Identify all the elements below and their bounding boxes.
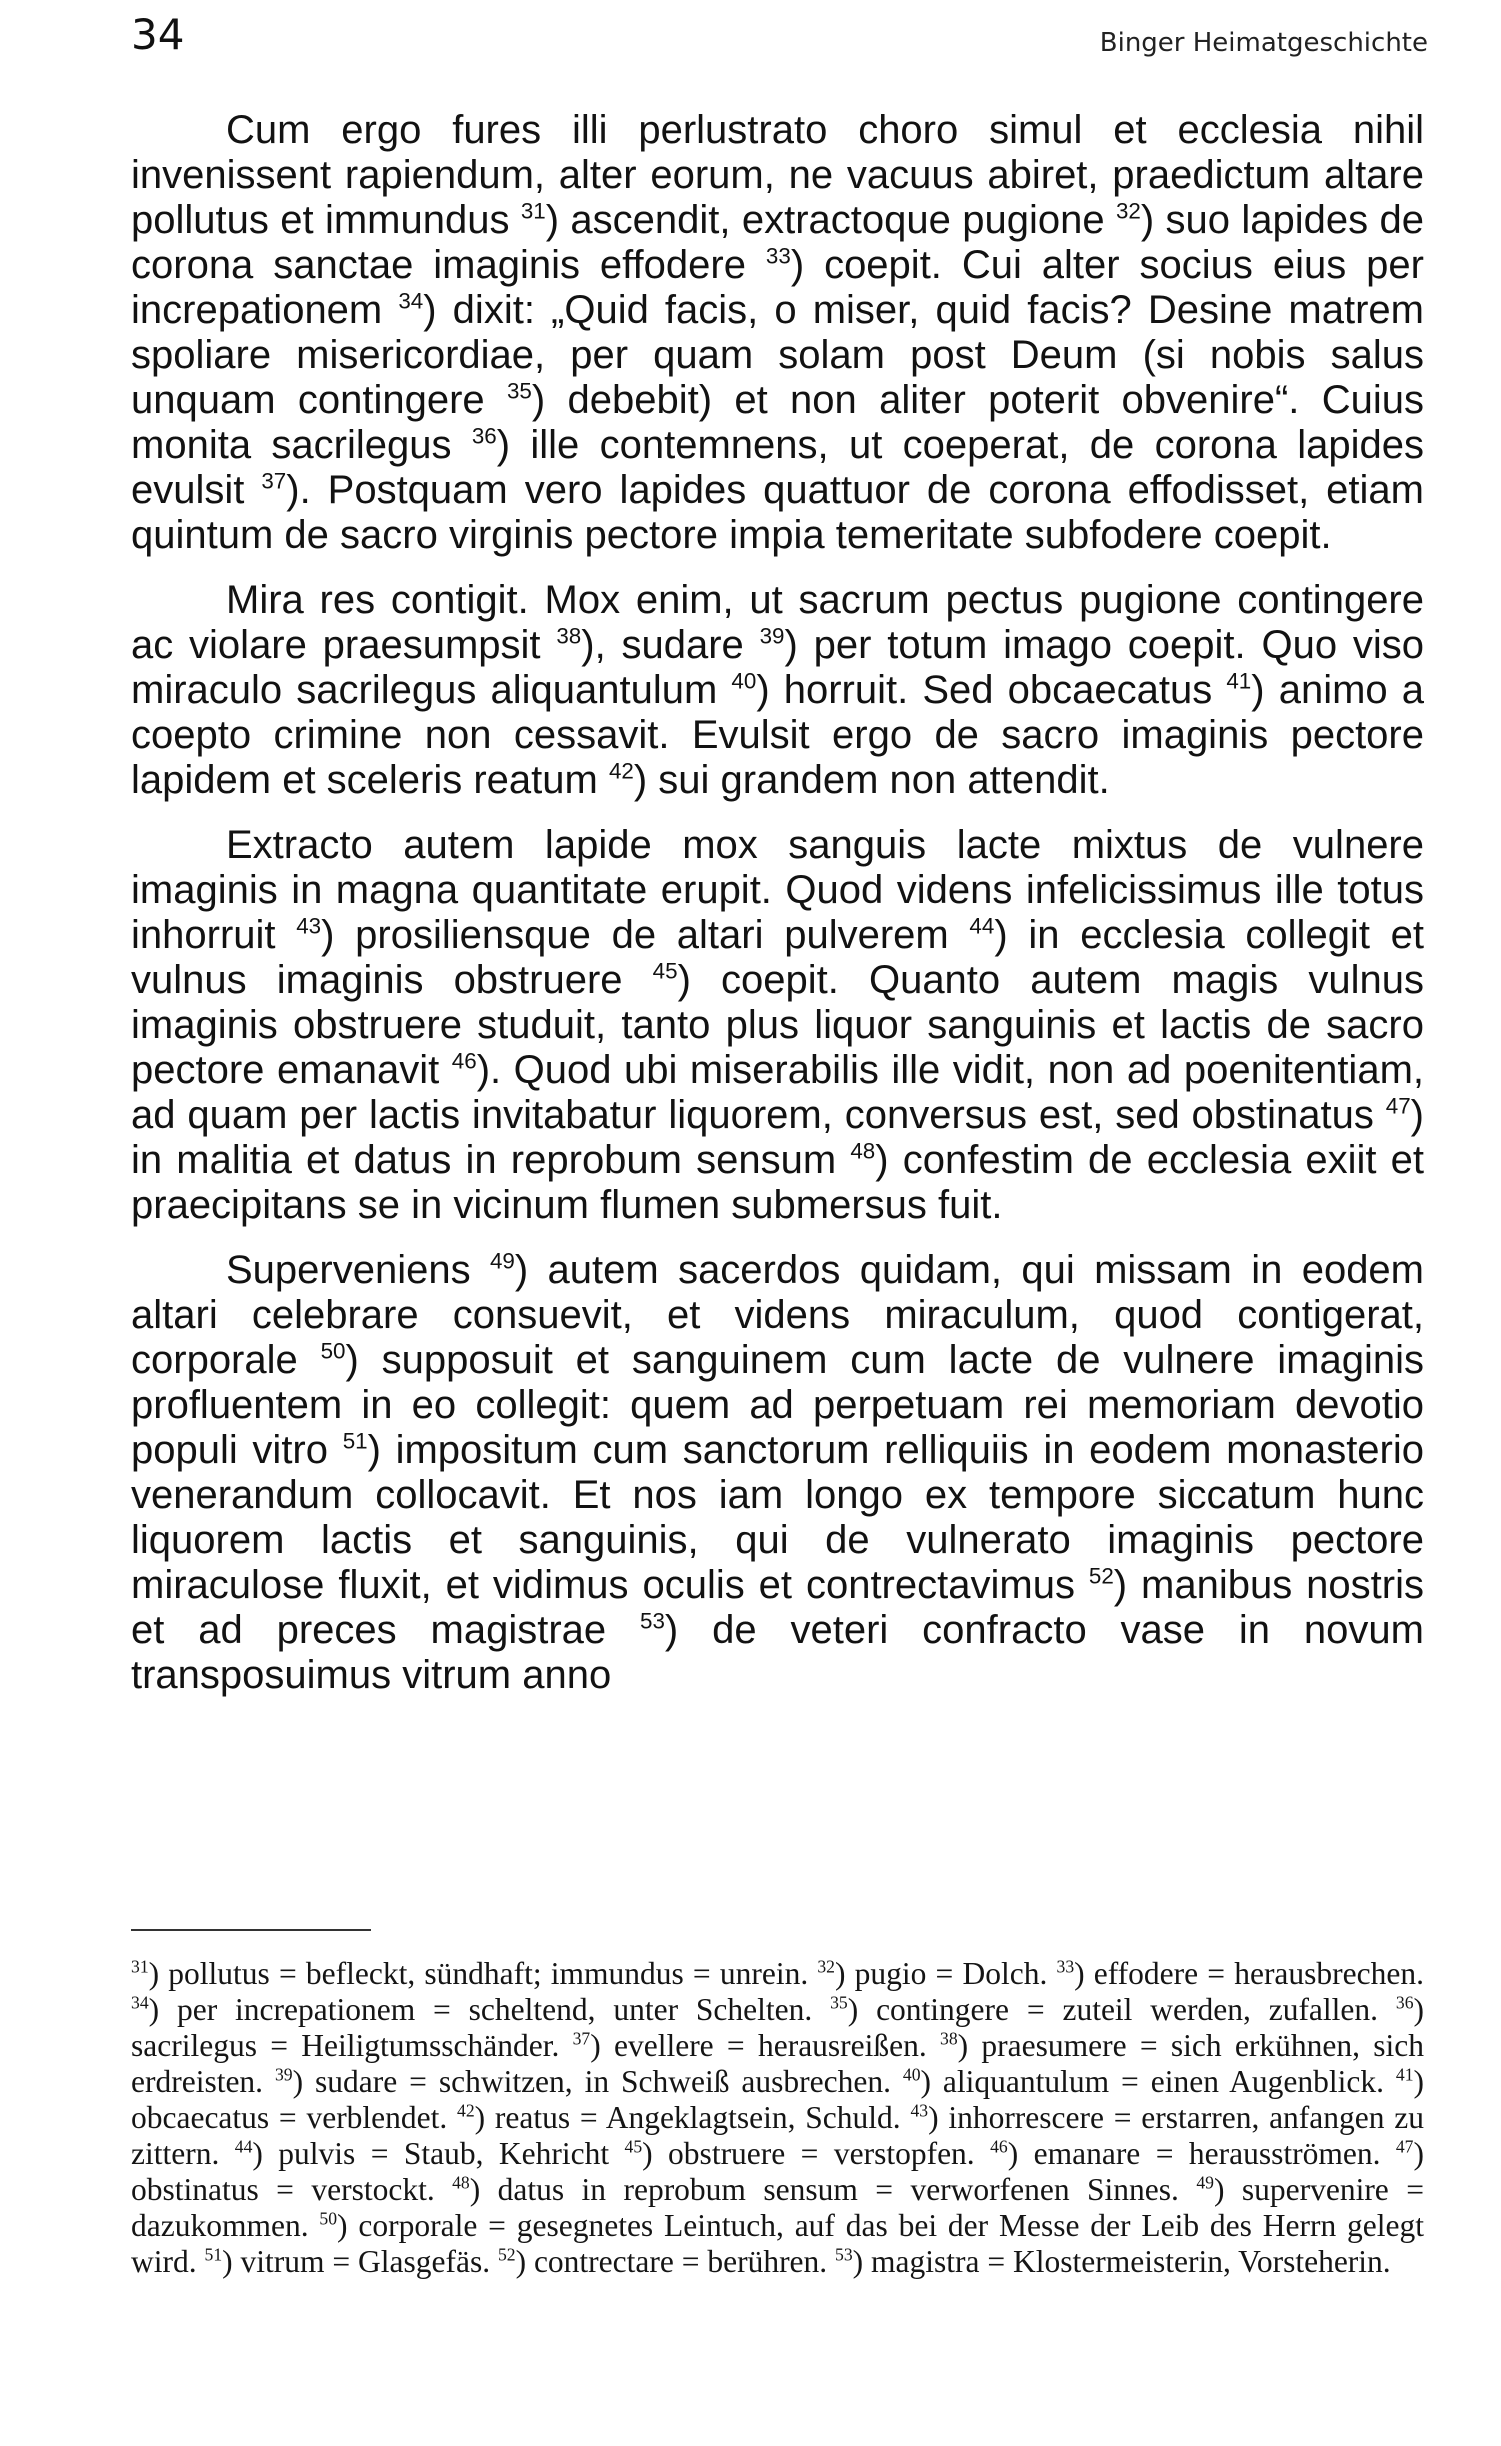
footnote-number: 40 <box>902 2064 921 2085</box>
footnote-text: ) evellere = herausreißen. <box>590 2028 941 2063</box>
text-run: ), sudare <box>581 623 760 667</box>
text-run: ) coepit. Quanto autem magis vulnus imaginis obstruere studuit, tanto plus liquor sanguinis et lactis de sacro pectore emanavit <box>131 958 1424 1092</box>
footnote-text: ) per increpationem = scheltend, unter Schelten. <box>148 1992 831 2027</box>
footnote-text: ) pulvis = Staub, Kehricht <box>252 2136 625 2171</box>
footnote-ref: 41 <box>1226 668 1252 694</box>
footnote-ref: 42 <box>608 758 634 784</box>
footnote-ref: 53 <box>640 1608 665 1634</box>
text-run: ) in ecclesia collegit et vulnus imaginis obstruere <box>131 913 1425 1002</box>
text-run: ) impositum cum sanctorum relliquiis in eodem monasterio venerandum collocavit. Et nos iam longo ex tempore siccatum hunc liquorem lactis et sanguinis, qui de vulnerato imaginis pectore miraculose fluxit, et vidimus oculis et contrectavimus <box>131 1428 1425 1607</box>
page-number: 34 <box>131 10 185 59</box>
text-run: ). Quod ubi miserabilis ille vidit, non ad poenitentiam, ad quam per lactis invitabatur liquorem, conversus est, sed obstinatus <box>131 1048 1424 1137</box>
footnote-ref: 50 <box>320 1338 346 1364</box>
footnote-ref: 51 <box>342 1428 368 1454</box>
text-run: ) de veteri confracto vase in novum transposuimus vitrum anno <box>131 1608 1424 1697</box>
text-run: ) animo a coepto crimine non cessavit. Evulsit ergo de sacro imaginis pectore lapidem et sceleris reatum <box>131 668 1425 802</box>
text-run: ) ille contemnens, ut coeperat, de corona lapides evulsit <box>131 423 1424 512</box>
footnote-ref: 36 <box>471 423 497 449</box>
text-run: ) prosiliensque de altari pulverem <box>321 913 970 957</box>
footnote-ref: 37 <box>261 468 287 494</box>
text-run: ) supposuit et sanguinem cum lacte de vulnere imaginis profluentem in eo collegit: quem ad perpetuam rei memoriam devotio populi vitro <box>131 1338 1425 1472</box>
paragraph <box>131 823 1424 1228</box>
footnote-number: 33 <box>1056 1956 1075 1977</box>
footnote-ref: 34 <box>398 288 424 314</box>
footnote-number: 52 <box>497 2244 516 2265</box>
footnote-text: ) emanare = herausströmen. <box>1007 2136 1396 2171</box>
footnote-number: 31 <box>131 1956 149 1977</box>
footnote-text: ) pollutus = befleckt, sündhaft; immundus = unrein. <box>148 1956 818 1991</box>
text-run: ) suo lapides de corona sanctae imaginis effodere <box>131 198 1424 287</box>
footnote-text: ) magistra = Klostermeisterin, Vorsteherin. <box>852 2244 1391 2279</box>
footnote-text: ) contrectare = berühren. <box>515 2244 836 2279</box>
footnote-text: ) aliquantulum = einen Augenblick. <box>920 2064 1396 2099</box>
footnote-number: 53 <box>835 2244 853 2265</box>
footnote-number: 38 <box>940 2028 958 2049</box>
footnote-ref: 47 <box>1385 1093 1411 1119</box>
footnote-text: ) datus in reprobum sensum = verworfenen Sinnes. <box>469 2172 1197 2207</box>
text-run: Extracto autem lapide mox sanguis lacte mixtus de vulnere imaginis in magna quantitate erupit. Quod videns infelicissimus ille totus inhorruit <box>131 823 1424 957</box>
text-run: ) horruit. Sed obcaecatus <box>756 668 1227 712</box>
footnote-text: ) pugio = Dolch. <box>834 1956 1057 1991</box>
text-run: ) debebit) et non aliter poterit obvenire“. Cuius monita sacrilegus <box>131 378 1424 467</box>
footnote-text: ) effodere = herausbrechen. <box>1074 1956 1424 1991</box>
footnote-ref: 40 <box>731 668 757 694</box>
main-text <box>131 108 1424 1718</box>
footnote-ref: 39 <box>759 623 785 649</box>
footnote-text: ) vitrum = Glasgefäs. <box>222 2244 498 2279</box>
text-run: ) manibus nostris et ad preces magistrae <box>131 1563 1424 1652</box>
footnote-number: 36 <box>1395 1992 1414 2013</box>
footnote-text: ) praesumere = sich erkühnen, sich erdreisten. <box>131 2028 1424 2099</box>
footnote-rule <box>131 1929 371 1931</box>
text-run: ) coepit. Cui alter socius eius per increpationem <box>131 243 1424 332</box>
footnote-ref: 31 <box>520 198 546 224</box>
text-run: Mira res contigit. Mox enim, ut sacrum pectus pugione contingere ac violare praesumpsit <box>131 578 1424 667</box>
footnote-text: ) sacrilegus = Heiligtumsschänder. <box>131 1992 1424 2063</box>
footnote-ref: 43 <box>296 913 322 939</box>
paragraph <box>131 108 1424 558</box>
text-run: ) in malitia et datus in reprobum sensum <box>131 1093 1424 1182</box>
footnote-number: 51 <box>204 2244 223 2265</box>
text-run: Superveniens <box>226 1248 490 1292</box>
footnote-ref: 32 <box>1115 198 1141 224</box>
footnote-ref: 35 <box>506 378 532 404</box>
footnote-text: ) reatus = Angeklagtsein, Schuld. <box>474 2100 911 2135</box>
footnote-ref: 33 <box>765 243 791 269</box>
footnote-number: 49 <box>1196 2172 1214 2193</box>
footnote-text: ) obstinatus = verstockt. <box>131 2136 1424 2207</box>
footnote-block <box>131 1956 1424 2280</box>
footnote-ref: 48 <box>850 1138 876 1164</box>
footnote-text: ) sudare = schwitzen, in Schweiß ausbrechen. <box>292 2064 903 2099</box>
footnote-ref: 46 <box>451 1048 477 1074</box>
footnote-number: 50 <box>319 2208 338 2229</box>
footnotes <box>131 1956 1424 2280</box>
text-run: ) per totum imago coepit. Quo viso miraculo sacrilegus aliquantulum <box>131 623 1424 712</box>
text-run: ) dixit: „Quid facis, o miser, quid facis? Desine matrem spoliare misericordiae, per quam solam post Deum (si nobis salus unquam contingere <box>131 288 1424 422</box>
footnote-text: ) supervenire = dazukommen. <box>131 2172 1424 2243</box>
footnote-ref: 52 <box>1088 1563 1114 1589</box>
footnote-number: 47 <box>1395 2136 1414 2157</box>
footnote-number: 46 <box>990 2136 1008 2157</box>
footnote-number: 39 <box>274 2064 293 2085</box>
footnote-number: 43 <box>910 2100 929 2121</box>
text-run: ) confestim de ecclesia exiit et praecipitans se in vicinum flumen submersus fuit. <box>131 1138 1424 1227</box>
footnote-ref: 44 <box>969 913 995 939</box>
footnote-number: 32 <box>817 1956 835 1977</box>
footnote-number: 48 <box>452 2172 470 2193</box>
text-run: ) ascendit, extractoque pugione <box>545 198 1116 242</box>
footnote-text: ) inhorrescere = erstarren, anfangen zu zittern. <box>131 2100 1425 2171</box>
footnote-number: 44 <box>234 2136 253 2157</box>
footnote-number: 45 <box>624 2136 643 2157</box>
text-run: Cum ergo fures illi perlustrato choro simul et ecclesia nihil invenissent rapiendum, alter eorum, ne vacuus abiret, praedictum altare pollutus et immundus <box>131 108 1424 242</box>
running-title: Binger Heimatgeschichte <box>1099 28 1428 58</box>
text-run: ) autem sacerdos quidam, qui missam in eodem altari celebrare consuevit, et videns miraculum, quod contigerat, corporale <box>131 1248 1424 1382</box>
footnote-ref: 45 <box>652 958 678 984</box>
footnote-number: 42 <box>457 2100 475 2121</box>
footnote-ref: 38 <box>556 623 582 649</box>
footnote-text: ) contingere = zuteil werden, zufallen. <box>847 1992 1396 2027</box>
paragraph <box>131 1248 1424 1698</box>
footnote-ref: 49 <box>489 1248 515 1274</box>
footnote-text: ) corporale = gesegnetes Leintuch, auf das bei der Messe der Leib des Herrn gelegt wird. <box>131 2208 1425 2279</box>
footnote-number: 34 <box>131 1992 149 2013</box>
footnote-text: ) obcaecatus = verblendet. <box>131 2064 1425 2135</box>
footnote-number: 35 <box>830 1992 848 2013</box>
paragraph <box>131 578 1424 803</box>
footnote-number: 37 <box>572 2028 591 2049</box>
text-run: ) sui grandem non attendit. <box>633 758 1110 802</box>
text-run: ). Postquam vero lapides quattuor de corona effodisset, etiam quintum de sacro virginis pectore impia temeritate subfodere coepit. <box>131 468 1424 557</box>
footnote-number: 41 <box>1395 2064 1414 2085</box>
footnote-text: ) obstruere = verstopfen. <box>642 2136 991 2171</box>
